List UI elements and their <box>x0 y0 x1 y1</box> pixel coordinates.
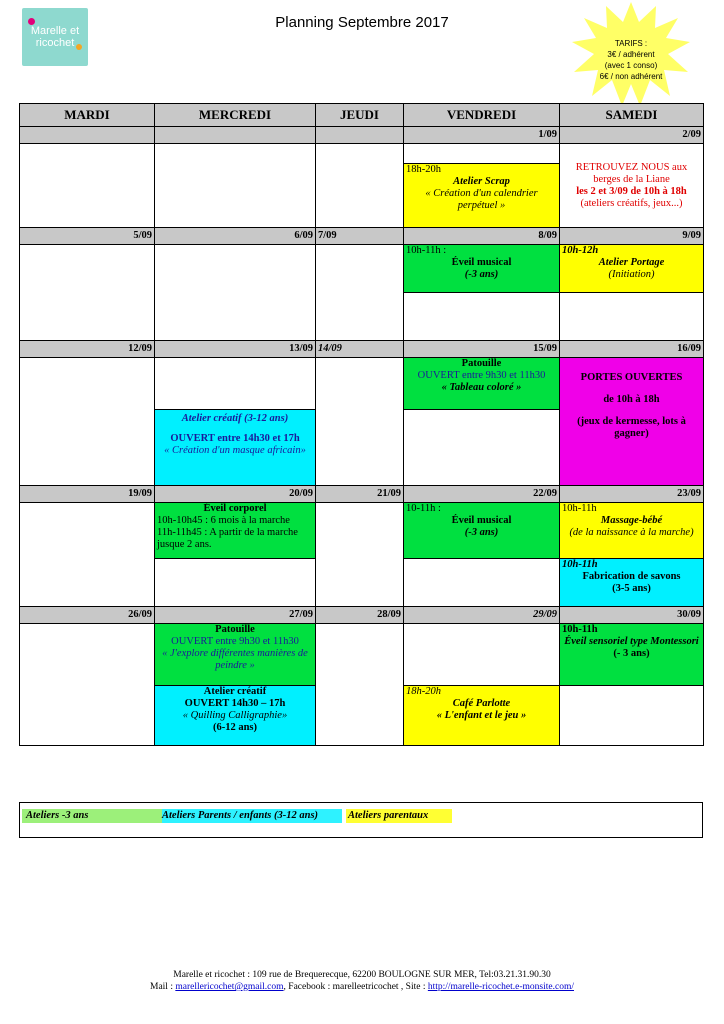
empty-cell <box>560 293 704 341</box>
empty-cell <box>316 358 404 486</box>
event-desc: « Quilling Calligraphie» <box>182 710 288 721</box>
date-row <box>20 127 704 144</box>
event-time: 10h-11h <box>562 559 598 570</box>
empty-cell <box>316 503 404 607</box>
date-cell: 27/09 <box>155 607 316 624</box>
event-row <box>20 358 704 410</box>
event-time: 10-11h : <box>406 503 441 514</box>
day-header: MARDI <box>20 104 155 127</box>
event-text: RETROUVEZ NOUS aux berges de la Liane <box>575 161 688 185</box>
date-cell: 5/09 <box>20 228 155 245</box>
event-time: 10h-11h <box>562 503 597 514</box>
tarif-adherent: 3€ / adhérent <box>607 50 655 59</box>
event-title: Patouille <box>461 358 502 369</box>
date-cell: 21/09 <box>316 486 404 503</box>
date-cell <box>155 127 316 144</box>
date-cell: 28/09 <box>316 607 404 624</box>
date-cell: 7/09 <box>316 228 404 245</box>
event-desc: (jeux de kermesse, lots à gagner) <box>577 416 686 439</box>
event-desc: (- 3 ans) <box>613 648 650 659</box>
email-link[interactable]: marellericochet@gmail.com <box>175 982 284 992</box>
empty-cell <box>404 144 560 164</box>
event-berges-liane <box>560 144 704 228</box>
event-atelier-creatif-masque <box>155 410 316 486</box>
event-eveil-musical <box>404 245 560 293</box>
event-hours: OUVERT 14h30 – 17h <box>184 698 286 709</box>
date-cell: 6/09 <box>155 228 316 245</box>
event-cafe-parlotte <box>404 686 560 746</box>
event-title: Atelier créatif (3-12 ans) <box>181 413 289 424</box>
empty-cell <box>20 624 155 746</box>
event-hours: OUVERT entre 14h30 et 17h <box>170 433 300 444</box>
empty-cell <box>20 358 155 486</box>
event-massage-bebe <box>560 503 704 559</box>
day-header: SAMEDI <box>560 104 704 127</box>
event-title: PORTES OUVERTES <box>580 372 683 383</box>
event-title: Patouille <box>215 624 255 635</box>
date-cell: 15/09 <box>404 341 560 358</box>
legend-ateliers-parentaux: Ateliers parentaux <box>346 809 452 823</box>
event-time: 18h-20h <box>406 164 441 175</box>
event-desc: (-3 ans) <box>464 527 499 538</box>
empty-cell <box>404 624 560 686</box>
event-title: Atelier Portage <box>598 257 665 268</box>
date-cell: 8/09 <box>404 228 560 245</box>
event-text: (ateliers créatifs, jeux...) <box>580 197 683 209</box>
day-header-row <box>20 104 704 127</box>
date-cell: 19/09 <box>20 486 155 503</box>
legend-ateliers-3-ans: Ateliers -3 ans <box>22 809 162 823</box>
date-cell: 30/09 <box>560 607 704 624</box>
date-cell: 1/09 <box>404 127 560 144</box>
planning-table <box>19 103 704 746</box>
date-cell: 14/09 <box>316 341 404 358</box>
event-title: Éveil corporel <box>203 503 267 514</box>
footer <box>0 969 724 993</box>
empty-cell <box>20 503 155 607</box>
empty-cell <box>316 624 404 746</box>
date-cell: 20/09 <box>155 486 316 503</box>
event-eveil-corporel <box>155 503 316 559</box>
event-desc: (3-5 ans) <box>612 583 651 594</box>
site-link[interactable]: http://marelle-ricochet.e-monsite.com/ <box>427 982 574 992</box>
empty-cell <box>404 293 560 341</box>
event-session: 10h-10h45 : 6 mois à la marche <box>157 515 290 526</box>
empty-cell <box>316 245 404 341</box>
event-desc: « Création d'un masque africain» <box>164 445 306 456</box>
event-patouille <box>404 358 560 410</box>
tarifs-starburst <box>570 0 692 108</box>
date-cell: 22/09 <box>404 486 560 503</box>
event-title: Éveil sensoriel type Montessori <box>564 636 699 647</box>
event-desc: (-3 ans) <box>464 269 499 280</box>
date-row <box>20 607 704 624</box>
date-cell: 13/09 <box>155 341 316 358</box>
date-cell: 29/09 <box>404 607 560 624</box>
date-cell: 23/09 <box>560 486 704 503</box>
date-cell <box>20 127 155 144</box>
event-row <box>20 245 704 293</box>
event-time: 10h-11h <box>562 624 598 635</box>
empty-cell <box>155 358 316 410</box>
date-cell: 2/09 <box>560 127 704 144</box>
footer-mail-label: Mail : <box>150 982 176 992</box>
event-desc: « J'explore différentes manières de peindre » <box>162 648 308 671</box>
empty-cell <box>560 686 704 746</box>
empty-cell <box>404 410 560 486</box>
event-title: Fabrication de savons <box>582 571 681 582</box>
event-desc: « Création d'un calendrier perpétuel » <box>425 188 538 211</box>
date-cell: 16/09 <box>560 341 704 358</box>
event-hours: de 10h à 18h <box>603 394 660 405</box>
empty-cell <box>404 559 560 607</box>
event-title: Café Parlotte <box>452 698 511 709</box>
event-hours: OUVERT entre 9h30 et 11h30 <box>417 370 546 381</box>
event-title: Massage-bébé <box>600 515 663 526</box>
event-title: Éveil musical <box>451 257 512 268</box>
date-row <box>20 228 704 245</box>
date-cell: 9/09 <box>560 228 704 245</box>
event-title: Éveil musical <box>451 515 512 526</box>
event-time: 18h-20h <box>406 686 441 697</box>
date-row <box>20 486 704 503</box>
event-age: (6-12 ans) <box>212 722 258 733</box>
event-desc: « L'enfant et le jeu » <box>436 710 527 721</box>
event-title: Atelier Scrap <box>453 176 510 187</box>
empty-cell <box>155 245 316 341</box>
logo-text: Marelle et ricochet <box>30 25 80 49</box>
day-header: JEUDI <box>316 104 404 127</box>
event-time: 10h-11h : <box>406 245 447 256</box>
date-cell: 12/09 <box>20 341 155 358</box>
event-portes-ouvertes <box>560 358 704 486</box>
event-atelier-scrap <box>404 164 560 228</box>
page-title: Planning Septembre 2017 <box>275 14 449 31</box>
event-desc: (de la naissance à la marche) <box>569 527 694 538</box>
event-desc: « Tableau coloré » <box>441 382 522 393</box>
event-eveil-musical <box>404 503 560 559</box>
event-row <box>20 624 704 686</box>
event-hours: OUVERT entre 9h30 et 11h30 <box>171 636 299 647</box>
empty-cell <box>20 144 155 228</box>
empty-cell <box>155 144 316 228</box>
event-title: Atelier créatif <box>203 686 267 697</box>
legend-ateliers-parents-enfants: Ateliers Parents / enfants (3-12 ans) <box>162 809 342 823</box>
footer-address: Marelle et ricochet : 109 rue de Brequerecque, 62200 BOULOGNE SUR MER, Tel:03.21.31.90.30 <box>173 970 551 980</box>
event-row <box>20 144 704 164</box>
day-header: MERCREDI <box>155 104 316 127</box>
event-patouille <box>155 624 316 686</box>
logo-dot <box>76 44 82 50</box>
event-text: les 2 et 3/09 de 10h à 18h <box>576 185 687 197</box>
event-row <box>20 503 704 559</box>
event-atelier-creatif-quilling <box>155 686 316 746</box>
empty-cell <box>20 245 155 341</box>
date-cell: 26/09 <box>20 607 155 624</box>
event-eveil-sensoriel <box>560 624 704 686</box>
legend <box>19 802 703 838</box>
tarif-non-adherent: 6€ / non adhérent <box>599 72 663 81</box>
empty-cell <box>155 559 316 607</box>
footer-contact <box>0 981 724 993</box>
event-desc: (Initiation) <box>608 269 655 280</box>
tarifs-title: TARIFS : <box>614 39 648 48</box>
date-cell <box>316 127 404 144</box>
event-fabrication-savons <box>560 559 704 607</box>
event-time: 10h-12h <box>562 245 599 256</box>
event-session: 11h-11h45 : A partir de la marche jusque 2 ans. <box>157 527 298 550</box>
date-row <box>20 341 704 358</box>
day-header: VENDREDI <box>404 104 560 127</box>
tarif-conso: (avec 1 conso) <box>604 61 658 70</box>
footer-facebook: , Facebook : marelleetricochet , Site : <box>283 982 428 992</box>
empty-cell <box>316 144 404 228</box>
event-atelier-portage <box>560 245 704 293</box>
